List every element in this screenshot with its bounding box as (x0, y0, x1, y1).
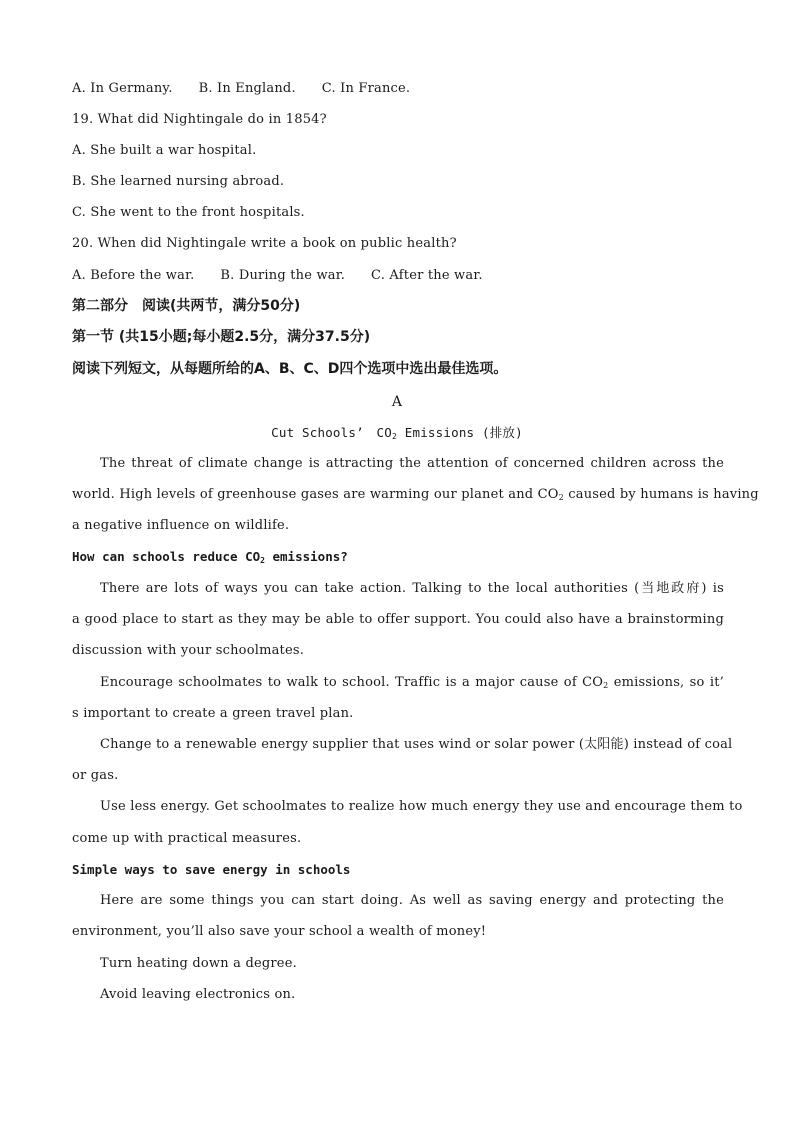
heading-reduce-co2 (72, 548, 724, 566)
p3-l1-pre: Encourage schoolmates to walk to school. Traffic is a major cause of CO (100, 675, 604, 690)
paragraph-5-line-1: Use less energy. Get schoolmates to realize how much energy they use and encourage them to (100, 799, 743, 814)
section-subheading: 第一节 (共15小题;每小题2.5分，满分37.5分) (72, 329, 371, 345)
paragraph-3-line-1 (100, 674, 724, 692)
paragraph-1-line-1: The threat of climate change is attracting the attention of concerned children across the (100, 456, 724, 471)
paragraph-4-line-1: Change to a renewable energy supplier that uses wind or solar power (太阳能) instead of coal (100, 737, 733, 752)
q20-option-c: C. After the war. (371, 268, 483, 283)
passage-title (0, 424, 794, 442)
passage-title-pre: Cut Schools’ CO (271, 425, 392, 440)
q19-option-c: C. She went to the front hospitals. (72, 205, 305, 220)
paragraph-7: Turn heating down a degree. (100, 956, 297, 971)
q18-option-b: B. In England. (198, 81, 296, 96)
h1-sub: 2 (260, 556, 265, 565)
q19-option-b: B. She learned nursing abroad. (72, 174, 285, 189)
heading-save-energy: Simple ways to save energy in schools (72, 862, 351, 877)
q20-options (72, 267, 724, 285)
paragraph-5-line-2: come up with practical measures. (72, 831, 302, 846)
paragraph-3-line-2: s important to create a green travel plan. (72, 706, 354, 721)
h1-post: emissions? (264, 549, 348, 564)
p3-l1-sub: 2 (603, 681, 609, 690)
p3-l1-post: emissions, so it’ (608, 675, 724, 690)
paragraph-6-line-2: environment, you’ll also save your school a wealth of money! (72, 924, 487, 939)
passage-title-post: Emissions (排放) (397, 425, 523, 440)
paragraph-2-line-2: a good place to start as they may be able to offer support. You could also have a brainstorming (72, 612, 724, 627)
section-instruction: 阅读下列短文，从每题所给的A、B、C、D四个选项中选出最佳选项。 (72, 361, 508, 377)
q19-question: 19. What did Nightingale do in 1854? (72, 112, 327, 127)
q19-option-a: A. She built a war hospital. (72, 143, 257, 158)
q18-options (72, 80, 724, 98)
h1-pre: How can schools reduce CO (72, 549, 261, 564)
section-heading: 第二部分 阅读(共两节，满分50分) (72, 298, 301, 314)
p1-l2-pre: world. High levels of greenhouse gases are warming our planet and CO (72, 487, 559, 502)
q20-question: 20. When did Nightingale write a book on public health? (72, 236, 457, 251)
q20-option-b: B. During the war. (220, 268, 346, 283)
q18-option-c: C. In France. (321, 81, 411, 96)
q18-option-a: A. In Germany. (72, 81, 173, 96)
p1-l2-sub: 2 (558, 493, 564, 502)
passage-letter: A (391, 394, 403, 410)
passage-title-sub: 2 (391, 432, 398, 441)
paragraph-4-line-2: or gas. (72, 768, 119, 783)
paragraph-2-line-1: There are lots of ways you can take action. Talking to the local authorities (当地政府) is (100, 581, 724, 596)
paragraph-6-line-1: Here are some things you can start doing. As well as saving energy and protecting the (100, 893, 724, 908)
paragraph-2-line-3: discussion with your schoolmates. (72, 643, 305, 658)
q20-option-a: A. Before the war. (72, 268, 195, 283)
p1-l2-post: caused by humans is having (563, 487, 759, 502)
paragraph-8: Avoid leaving electronics on. (100, 987, 296, 1002)
paragraph-1-line-3: a negative influence on wildlife. (72, 518, 290, 533)
paragraph-1-line-2 (72, 486, 759, 504)
